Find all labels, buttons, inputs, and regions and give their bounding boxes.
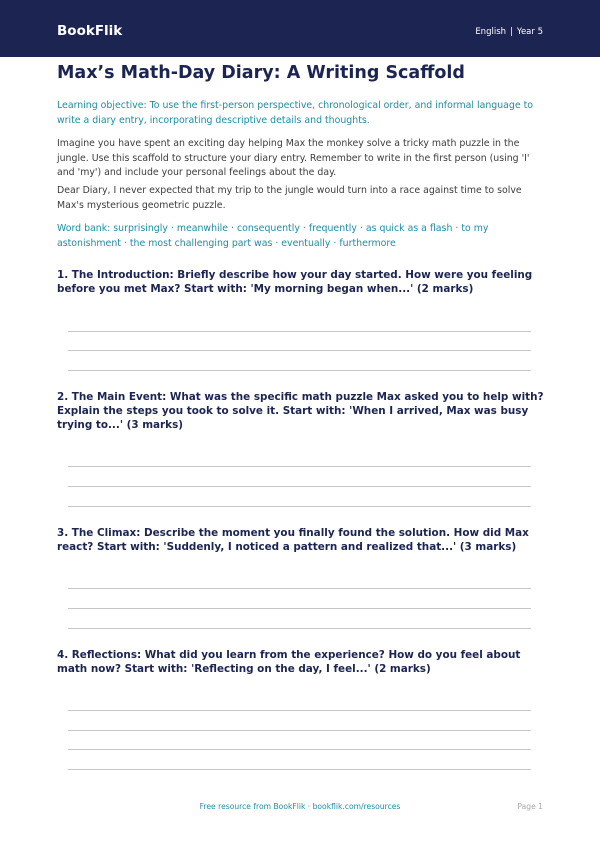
learning-objective: Learning objective: To use the first-person perspective, chronological order, and informal language to write a diary entry, incorporating descriptive details and thoughts. — [57, 100, 534, 126]
answer-line[interactable] — [68, 466, 531, 467]
answer-line[interactable] — [68, 588, 531, 589]
answer-line[interactable] — [68, 486, 531, 487]
answer-line[interactable] — [68, 730, 531, 731]
page-title: Max’s Math-Day Diary: A Writing Scaffold — [57, 63, 465, 83]
question-3: 3. The Climax: Describe the moment you finally found the solution. How did Max react? Start with: 'Suddenly, I noticed a pattern and realized that...' (3 marks) — [57, 527, 529, 554]
page-number: Page 1 — [517, 802, 543, 811]
answer-line[interactable] — [68, 769, 531, 770]
word-bank: Word bank: surprisingly · meanwhile · consequently · frequently · as quick as a flash · to my astonishment · the most challenging part was · eventually · furthermore — [57, 223, 489, 249]
diary-opener: Dear Diary, I never expected that my trip to the jungle would turn into a race against time to solve Max's mysterious geometric puzzle. — [57, 185, 522, 211]
meta-separator: | — [510, 27, 513, 37]
answer-line[interactable] — [68, 749, 531, 750]
answer-line[interactable] — [68, 370, 531, 371]
answer-line[interactable] — [68, 628, 531, 629]
header-bar — [0, 0, 600, 57]
footer-resource-link[interactable]: Free resource from BookFlik · bookflik.com/resources — [199, 802, 401, 811]
subject-label: English — [475, 27, 507, 37]
brand-logo[interactable]: BookFlik — [57, 23, 123, 39]
intro-paragraph: Imagine you have spent an exciting day helping Max the monkey solve a tricky math puzzle in the jungle. Use this scaffold to structure your diary entry. Remember to write in the first person (using 'I' and 'my') and include your personal feelings about the day. — [57, 138, 530, 178]
answer-line[interactable] — [68, 350, 531, 351]
answer-line[interactable] — [68, 506, 531, 507]
answer-line[interactable] — [68, 608, 531, 609]
question-1: 1. The Introduction: Briefly describe how your day started. How were you feeling before you met Max? Start with: 'My morning began when...' (2 marks) — [57, 269, 533, 296]
answer-line[interactable] — [68, 331, 531, 332]
question-4: 4. Reflections: What did you learn from the experience? How do you feel about math now? Start with: 'Reflecting on the day, I feel...' (2 marks) — [57, 649, 521, 676]
header-meta — [475, 27, 543, 37]
answer-line[interactable] — [68, 710, 531, 711]
question-2: 2. The Main Event: What was the specific math puzzle Max asked you to help with? Explain the steps you took to solve it. Start with: 'When I arrived, Max was busy trying to...' (3 marks) — [57, 391, 544, 432]
year-label: Year 5 — [516, 27, 543, 37]
